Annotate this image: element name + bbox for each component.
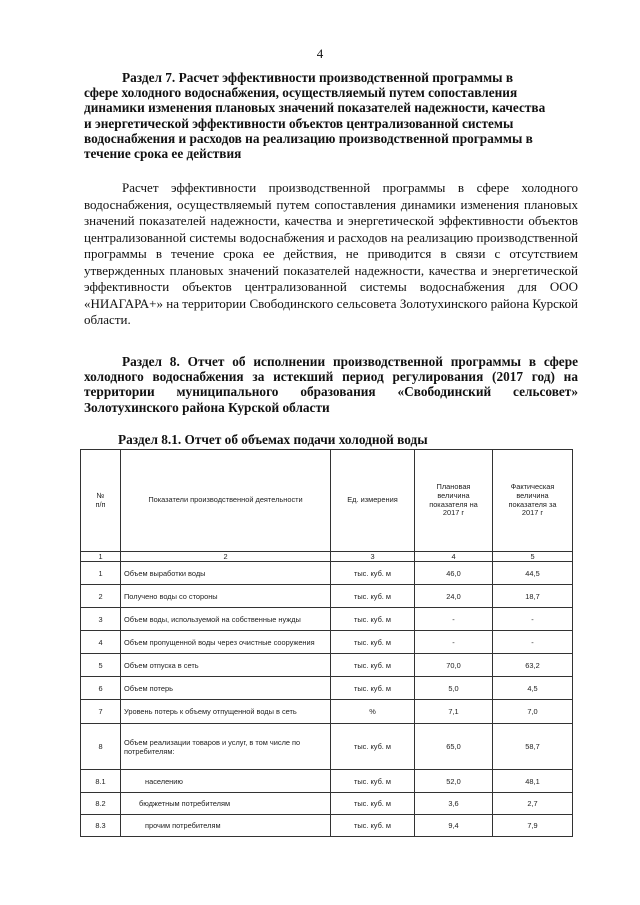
row-unit: тыс. куб. м xyxy=(331,793,415,815)
section7-paragraph: Расчет эффективности производственной программы в сфере холодного водоснабжения, осуществляемый путем сопоставления динамики изменения плановых значений показателей надежности, качества и энергетической эффективности объектов централизованной системы водоснабжения и расходов на реализацию производственной программы в течение срока ее действия, не приводится в связи с отсутствием утвержденных плановых значений показателей надежности, качества и энергетической эффективности объектов централизованной системы водоснабжения для ООО «НИАГАРА+» на территории Свободинского сельсовета Золотухинского района Курской области. xyxy=(84,180,578,327)
table-row xyxy=(81,631,573,654)
table-row xyxy=(81,724,573,770)
table-row xyxy=(81,700,573,724)
row-plan-value: 52,0 xyxy=(415,770,493,793)
row-fact-value: 44,5 xyxy=(493,562,573,585)
row-unit: тыс. куб. м xyxy=(331,770,415,793)
table-header-row xyxy=(81,450,573,552)
row-plan-value: 3,6 xyxy=(415,793,493,815)
row-plan-value: 7,1 xyxy=(415,700,493,724)
col-header-number: № п/п xyxy=(81,450,121,552)
row-indicator: прочим потребителям xyxy=(121,815,331,837)
row-plan-value: 5,0 xyxy=(415,677,493,700)
table-row xyxy=(81,677,573,700)
row-plan-value: 24,0 xyxy=(415,585,493,608)
table-row xyxy=(81,793,573,815)
row-fact-value: - xyxy=(493,631,573,654)
row-indicator: Объем отпуска в сеть xyxy=(121,654,331,677)
section7-heading xyxy=(84,70,578,161)
row-unit: тыс. куб. м xyxy=(331,585,415,608)
row-unit: тыс. куб. м xyxy=(331,724,415,770)
row-plan-value: 9,4 xyxy=(415,815,493,837)
row-unit: тыс. куб. м xyxy=(331,677,415,700)
row-plan-value: 46,0 xyxy=(415,562,493,585)
row-fact-value: 48,1 xyxy=(493,770,573,793)
row-plan-value: 70,0 xyxy=(415,654,493,677)
row-number: 8.1 xyxy=(81,770,121,793)
section7-heading-line: динамики изменения плановых значений показателей надежности, качества xyxy=(84,100,546,116)
section8-heading: Раздел 8. Отчет об исполнении производственной программы в сфере холодного водоснабжения за истекший период регулирования (2017 год) на территории муниципального образования «Свободинский сельсовет» Золотухинского района Курской области xyxy=(84,354,578,415)
section7-heading-line: течение срока ее действия xyxy=(84,146,242,162)
row-number: 5 xyxy=(81,654,121,677)
col-header-unit: Ед. измерения xyxy=(331,450,415,552)
row-fact-value: 7,9 xyxy=(493,815,573,837)
table-row xyxy=(81,608,573,631)
row-number: 8 xyxy=(81,724,121,770)
section7-heading-line: сфере холодного водоснабжения, осуществляемый путем сопоставления xyxy=(84,85,518,101)
row-number: 1 xyxy=(81,562,121,585)
col-header-fact: Фактическая величина показателя за 2017 г xyxy=(493,450,573,552)
row-number: 4 xyxy=(81,631,121,654)
row-unit: % xyxy=(331,700,415,724)
col-header-plan: Плановая величина показателя на 2017 г xyxy=(415,450,493,552)
section7-heading-line: и энергетической эффективности объектов централизованной системы xyxy=(84,115,514,131)
row-unit: тыс. куб. м xyxy=(331,562,415,585)
col-header-indicator: Показатели производственной деятельности xyxy=(121,450,331,552)
row-indicator: Объем реализации товаров и услуг, в том числе по потребителям: xyxy=(121,724,331,770)
column-number: 2 xyxy=(121,552,331,562)
row-unit: тыс. куб. м xyxy=(331,654,415,677)
row-number: 7 xyxy=(81,700,121,724)
row-indicator: Объем пропущенной воды через очистные сооружения xyxy=(121,631,331,654)
row-fact-value: - xyxy=(493,608,573,631)
section8-1-heading: Раздел 8.1. Отчет об объемах подачи холодной воды xyxy=(118,432,428,447)
section7-heading-line: водоснабжения и расходов на реализацию производственной программы в xyxy=(84,130,533,146)
row-fact-value: 58,7 xyxy=(493,724,573,770)
column-number: 3 xyxy=(331,552,415,562)
table-row xyxy=(81,815,573,837)
row-unit: тыс. куб. м xyxy=(331,631,415,654)
row-number: 6 xyxy=(81,677,121,700)
table-row xyxy=(81,562,573,585)
column-number: 5 xyxy=(493,552,573,562)
row-fact-value: 63,2 xyxy=(493,654,573,677)
row-unit: тыс. куб. м xyxy=(331,815,415,837)
row-unit: тыс. куб. м xyxy=(331,608,415,631)
water-supply-table xyxy=(80,449,573,837)
row-indicator: Получено воды со стороны xyxy=(121,585,331,608)
row-number: 8.3 xyxy=(81,815,121,837)
row-plan-value: - xyxy=(415,608,493,631)
table-row xyxy=(81,770,573,793)
row-indicator: Объем воды, используемой на собственные нужды xyxy=(121,608,331,631)
table-row xyxy=(81,585,573,608)
row-fact-value: 7,0 xyxy=(493,700,573,724)
row-fact-value: 4,5 xyxy=(493,677,573,700)
column-number: 4 xyxy=(415,552,493,562)
column-number: 1 xyxy=(81,552,121,562)
row-indicator: Уровень потерь к объему отпущенной воды в сеть xyxy=(121,700,331,724)
row-number: 3 xyxy=(81,608,121,631)
row-indicator: Объем выработки воды xyxy=(121,562,331,585)
row-indicator: Объем потерь xyxy=(121,677,331,700)
row-indicator: бюджетным потребителям xyxy=(121,793,331,815)
row-plan-value: 65,0 xyxy=(415,724,493,770)
section7-heading-line: Раздел 7. Расчет эффективности производственной программы в xyxy=(122,70,514,85)
row-fact-value: 18,7 xyxy=(493,585,573,608)
row-number: 8.2 xyxy=(81,793,121,815)
row-plan-value: - xyxy=(415,631,493,654)
row-number: 2 xyxy=(81,585,121,608)
page-number: 4 xyxy=(316,46,324,61)
column-number-row xyxy=(81,552,573,562)
row-indicator: населению xyxy=(121,770,331,793)
row-fact-value: 2,7 xyxy=(493,793,573,815)
table-row xyxy=(81,654,573,677)
